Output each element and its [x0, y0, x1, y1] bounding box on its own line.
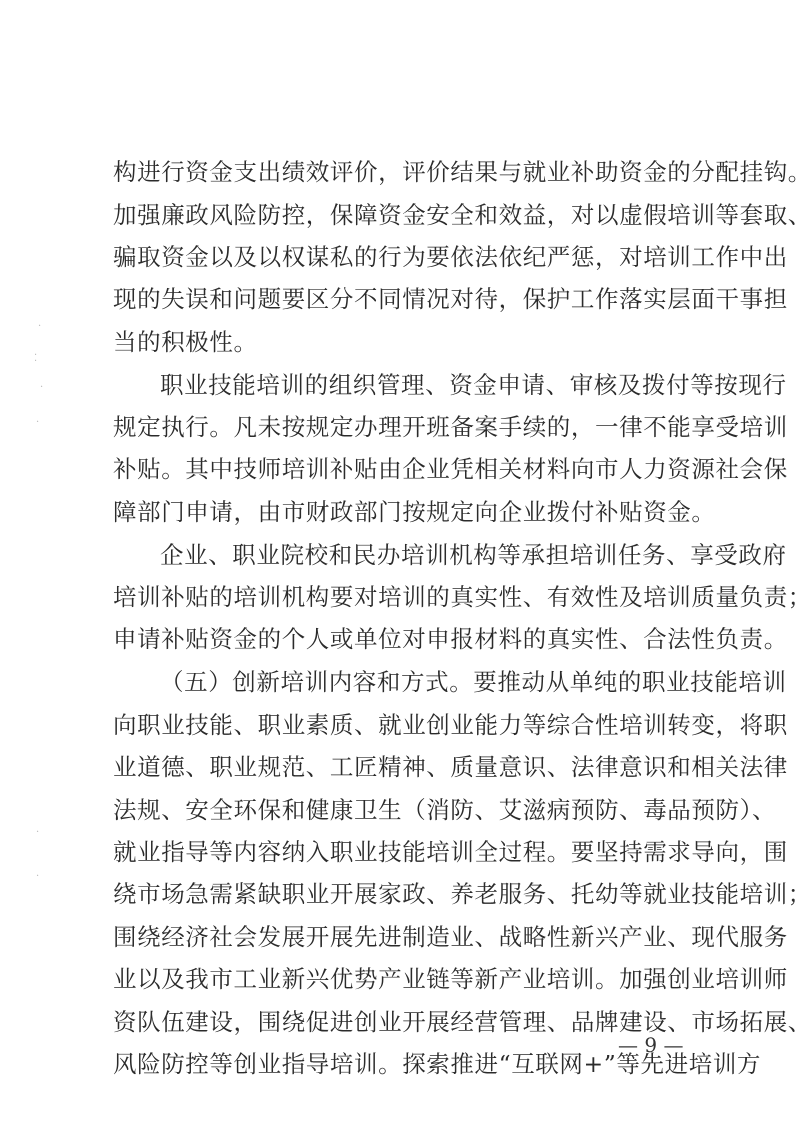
paragraph-2-line-4: 障部门申请，由市财政部门按规定向企业拨付补贴资金。 [113, 498, 716, 526]
paragraph-2-line-2: 规定执行。凡未按规定办理开班备案手续的，一律不能享受培训 [113, 413, 788, 441]
paragraph-4-line-2: 向职业技能、职业素质、就业创业能力等综合性培训转变，将职 [113, 711, 788, 739]
paragraph-4-line-8: 业以及我市工业新兴优势产业链等新产业培训。加强创业培训师 [113, 965, 788, 993]
paragraph-1-line-4: 现的失误和问题要区分不同情况对待，保护工作落实层面干事担 [113, 285, 788, 313]
paragraph-1-line-1: 构进行资金支出绩效评价，评价结果与就业补助资金的分配挂钩。 [113, 158, 812, 186]
scan-speck: · [36, 827, 40, 838]
paragraph-2-line-1: 职业技能培训的组织管理、资金申请、审核及拨付等按现行 [160, 371, 787, 399]
page-number: — 9 — [618, 1033, 684, 1057]
paragraph-4-line-6: 绕市场急需紧缺职业开展家政、养老服务、托幼等就业技能培训； [113, 880, 812, 908]
paragraph-1-line-2: 加强廉政风险防控，保障资金安全和效益，对以虚假培训等套取、 [113, 201, 812, 229]
scan-speck: · [38, 321, 42, 332]
scan-speck: · [36, 417, 40, 428]
paragraph-3-line-2: 培训补贴的培训机构要对培训的真实性、有效性及培训质量负责； [113, 583, 812, 611]
paragraph-4-line-10: 风险防控等创业指导培训。探索推进“互联网+”等先进培训方 [113, 1050, 762, 1078]
paragraph-1-line-3: 骗取资金以及以权谋私的行为要依法依纪严惩，对培训工作中出 [113, 243, 788, 271]
paragraph-4-line-3: 业道德、职业规范、工匠精神、质量意识、法律意识和相关法律 [113, 753, 788, 781]
paragraph-4-line-9: 资队伍建设，围绕促进创业开展经营管理、品牌建设、市场拓展、 [113, 1008, 812, 1036]
scan-speck: ⁚ [34, 353, 38, 364]
paragraph-4-line-4: 法规、安全环保和健康卫生（消防、艾滋病预防、毒品预防）、 [113, 796, 777, 824]
paragraph-3-line-3: 申请补贴资金的个人或单位对申报材料的真实性、合法性负责。 [113, 625, 788, 653]
paragraph-4-line-5: 就业指导等内容纳入职业技能培训全过程。要坚持需求导向，围 [113, 838, 788, 866]
paragraph-4-line-1: （五）创新培训内容和方式。要推动从单纯的职业技能培训 [160, 668, 787, 696]
scan-speck: · [36, 871, 40, 882]
paragraph-4-line-7: 围绕经济社会发展开展先进制造业、战略性新兴产业、现代服务 [113, 923, 788, 951]
paragraph-2-line-3: 补贴。其中技师培训补贴由企业凭相关材料向市人力资源社会保 [113, 455, 788, 483]
paragraph-3-line-1: 企业、职业院校和民办培训机构等承担培训任务、享受政府 [160, 541, 787, 569]
paragraph-1-line-5: 当的积极性。 [113, 328, 258, 356]
scan-speck: · [40, 382, 44, 393]
